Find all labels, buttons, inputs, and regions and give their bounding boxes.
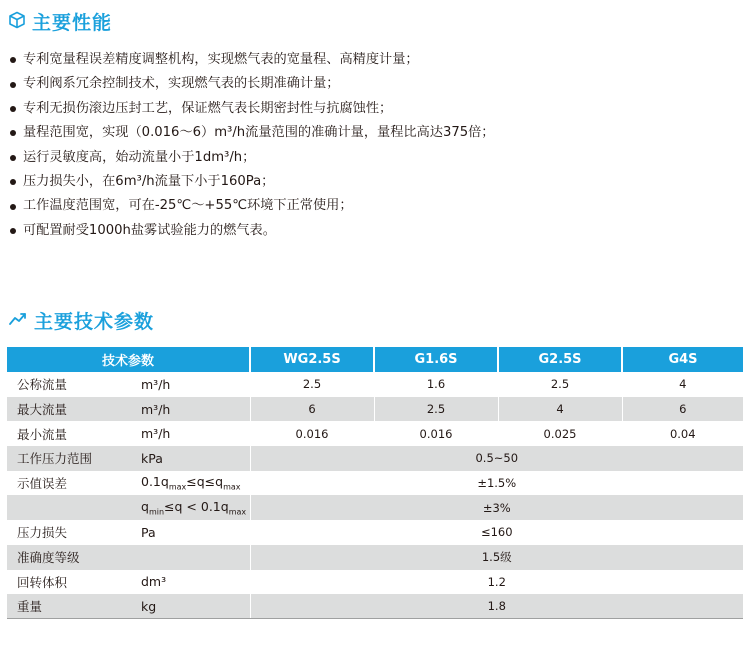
header-model: G4S xyxy=(622,347,743,372)
performance-list xyxy=(10,48,495,243)
table-header-row xyxy=(7,347,743,372)
params-section-header xyxy=(8,307,154,334)
table-row: 准确度等级 1.5级 xyxy=(7,545,743,570)
params-title: 主要技术参数 xyxy=(34,311,155,333)
header-model: G1.6S xyxy=(374,347,498,372)
table-row: $q_{min}\le q < 0.1q_{max}$ ±3% xyxy=(7,495,743,520)
list-item: 专利阀系冗余控制技术，实现燃气表的长期准确计量； xyxy=(10,72,495,96)
table-row: 示值误差 $0.1q_{max}\le q\le q_{max}$ ±1.5% xyxy=(7,471,743,496)
list-item: 压力损失小，在6m³/h流量下小于160Pa； xyxy=(10,170,495,194)
list-item: 量程范围宽，实现（0.016～6）m³/h流量范围的准确计量，量程比高达375倍； xyxy=(10,121,495,145)
list-item: 工作温度范围宽，可在-25℃～+55℃环境下正常使用； xyxy=(10,194,495,218)
table-row: 压力损失 Pa ≤160 xyxy=(7,520,743,545)
error-condition: $q_{min}\le q < 0.1q_{max}$ xyxy=(137,495,250,520)
performance-title: 主要性能 xyxy=(32,12,113,34)
header-model: G2.5S xyxy=(498,347,622,372)
list-item: 专利无损伤滚边压封工艺，保证燃气表长期密封性与抗腐蚀性； xyxy=(10,97,495,121)
cube-icon xyxy=(8,11,26,33)
performance-section-header xyxy=(8,8,112,35)
list-item: 可配置耐受1000h盐雾试验能力的燃气表。 xyxy=(10,219,495,243)
table-row: 公称流量 m³/h 2.5 1.6 2.5 4 xyxy=(7,372,743,397)
spec-table xyxy=(7,347,743,619)
table-row: 重量 kg 1.8 xyxy=(7,594,743,619)
table-row: 最大流量 m³/h 6 2.5 4 6 xyxy=(7,397,743,422)
header-params: 技术参数 xyxy=(7,347,250,372)
table-row: 工作压力范围 kPa 0.5~50 xyxy=(7,446,743,471)
trend-line-icon xyxy=(8,311,28,331)
list-item: 专利宽量程误差精度调整机构，实现燃气表的宽量程、高精度计量； xyxy=(10,48,495,72)
error-condition: $0.1q_{max}\le q\le q_{max}$ xyxy=(137,471,250,496)
table-row: 回转体积 dm³ 1.2 xyxy=(7,570,743,595)
table-row: 最小流量 m³/h 0.016 0.016 0.025 0.04 xyxy=(7,421,743,446)
list-item: 运行灵敏度高，始动流量小于1dm³/h； xyxy=(10,146,495,170)
header-model: WG2.5S xyxy=(250,347,374,372)
